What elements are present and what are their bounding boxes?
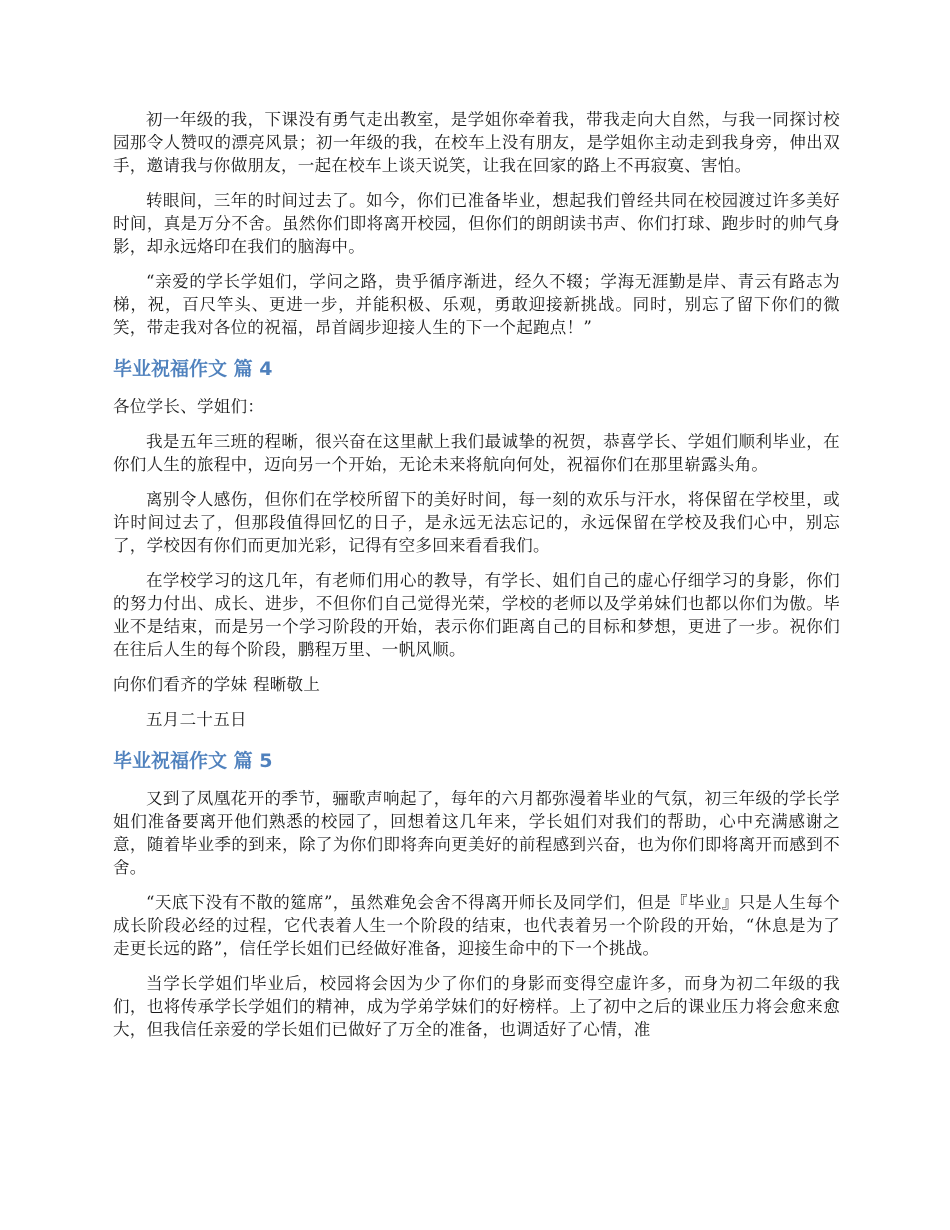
paragraph: 离别令人感伤，但你们在学校所留下的美好时间，每一刻的欢乐与汗水，将保留在学校里，或许时间过去了，但那段值得回忆的日子，是永远无法忘记的，永远保留在学校及我们心中，别忘了，学校因有你们而更加光彩，记得有空多回来看看我们。 xyxy=(113,490,840,555)
paragraph: 又到了凤凰花开的季节，骊歌声响起了，每年的六月都弥漫着毕业的气氛，初三年级的学长学姐们准备要离开他们熟悉的校园了，回想着这几年来，学长姐们对我们的帮助，心中充满感谢之意，随着毕业季的到来，除了为你们即将奔向更美好的前程感到兴奋，也为你们即将离开而感到不舍。 xyxy=(113,789,840,877)
signature: 向你们看齐的学妹 程晰敬上 xyxy=(113,675,321,694)
paragraph: 我是五年三班的程晰，很兴奋在这里献上我们最诚挚的祝贺，恭喜学长、学姐们顺利毕业，在你们人生的旅程中，迈向另一个开始，无论未来将航向何处，祝福你们在那里崭露头角。 xyxy=(113,432,840,474)
document-page xyxy=(113,108,840,1053)
paragraph: “天底下没有不散的筵席”，虽然难免会舍不得离开师长及同学们，但是『毕业』只是人生每个成长阶段必经的过程，它代表着人生一个阶段的结束，也代表着另一个阶段的开始，“休息是为了走更长远的路”，信任学长姐们已经做好准备，迎接生命中的下一个挑战。 xyxy=(113,893,840,958)
paragraph: 初一年级的我，下课没有勇气走出教室，是学姐你牵着我，带我走向大自然，与我一同探讨校园那令人赞叹的漂亮风景；初一年级的我，在校车上没有朋友，是学姐你主动走到我身旁，伸出双手，邀请我与你做朋友，一起在校车上谈天说笑，让我在回家的路上不再寂寞、害怕。 xyxy=(113,110,840,175)
paragraph: 当学长学姐们毕业后，校园将会因为少了你们的身影而变得空虚许多，而身为初二年级的我们，也将传承学长学姐们的精神，成为学弟学妹们的好榜样。上了初中之后的课业压力将会愈来愈大，但我信任亲爱的学长姐们已做好了万全的准备，也调适好了心情，准 xyxy=(113,974,840,1039)
salutation: 各位学长、学姐们： xyxy=(113,397,265,416)
section-heading: 毕业祝福作文 篇 4 xyxy=(113,358,273,380)
paragraph: “亲爱的学长学姐们，学问之路，贵乎循序渐进，经久不辍；学海无涯勤是岸、青云有路志为梯，祝，百尺竿头、更进一步，并能积极、乐观，勇敢迎接新挑战。同时，别忘了留下你们的微笑，带走我对各位的祝福，昂首阔步迎接人生的下一个起跑点！” xyxy=(113,272,840,337)
paragraph: 在学校学习的这几年，有老师们用心的教导，有学长、姐们自己的虚心仔细学习的身影，你们的努力付出、成长、进步，不但你们自己觉得光荣，学校的老师以及学弟妹们也都以你们为傲。毕业不是结束，而是另一个学习阶段的开始，表示你们距离自己的目标和梦想，更进了一步。祝你们在往后人生的每个阶段，鹏程万里、一帆风顺。 xyxy=(113,571,840,659)
date: 五月二十五日 xyxy=(146,710,247,729)
section-heading: 毕业祝福作文 篇 5 xyxy=(113,750,273,772)
paragraph: 转眼间，三年的时间过去了。如今，你们已准备毕业，想起我们曾经共同在校园渡过许多美好时间，真是万分不舍。虽然你们即将离开校园，但你们的朗朗读书声、你们打球、跑步时的帅气身影，却永远烙印在我们的脑海中。 xyxy=(113,191,840,256)
